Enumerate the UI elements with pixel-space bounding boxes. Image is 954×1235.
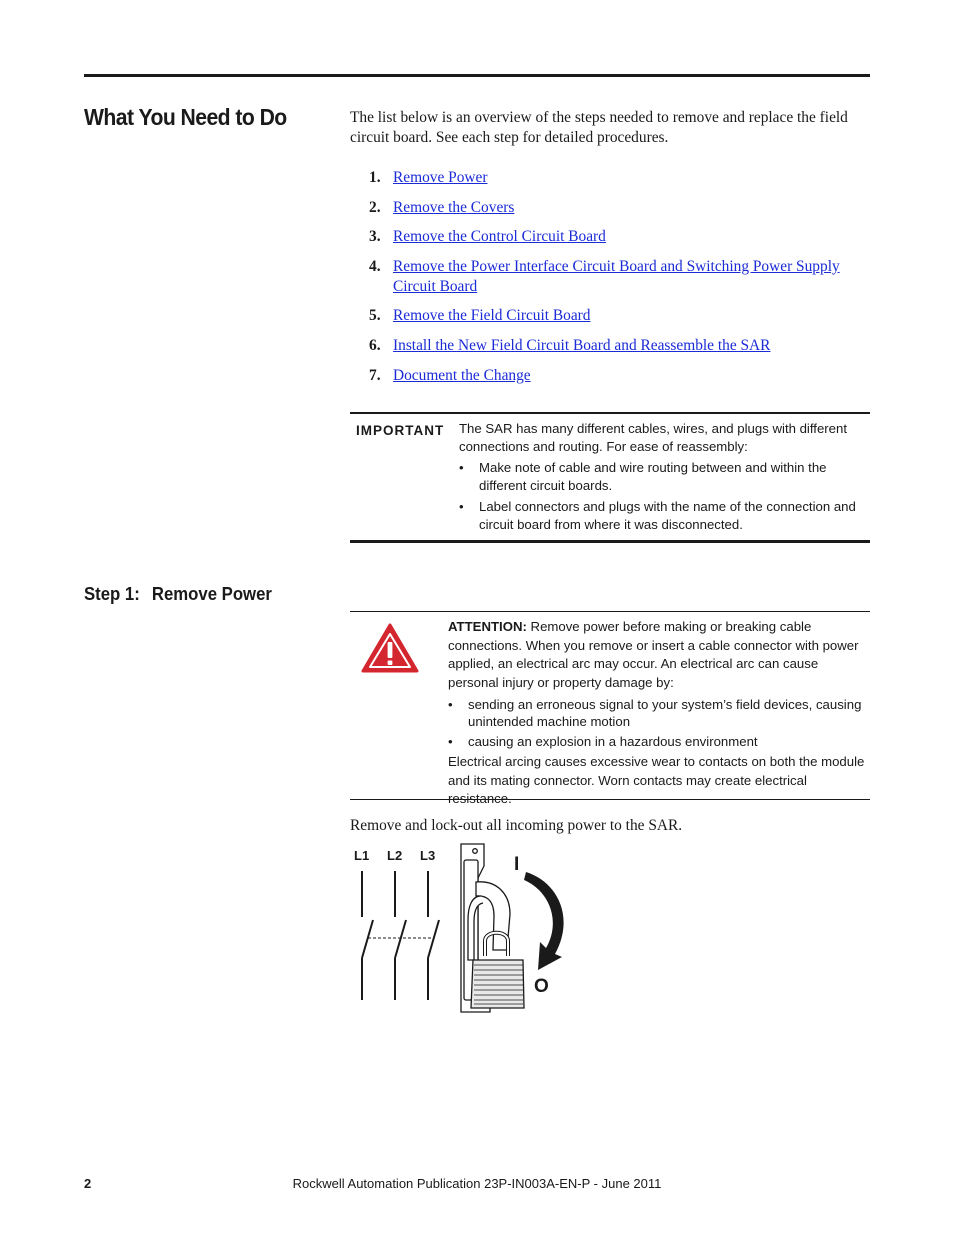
list-item — [350, 306, 870, 326]
list-item: • Make note of cable and wire routing between and within the different circuit boards. — [459, 459, 870, 494]
important-text: The SAR has many different cables, wires, and plugs with different connections and routing. For ease of reassembly: — [459, 421, 848, 454]
step-number: 1. — [369, 169, 381, 186]
important-tag: IMPORTANT — [356, 423, 445, 438]
switch-contacts — [362, 871, 439, 1000]
attention-box — [350, 611, 870, 806]
intro-paragraph: The list below is an overview of the steps needed to remove and replace the field circuit board. See each step for detailed procedures. — [350, 109, 848, 146]
list-item — [350, 198, 870, 218]
publication-info: Rockwell Automation Publication 23P-IN003A-EN-P - June 2011 — [292, 1176, 662, 1191]
step-link-remove-covers[interactable]: Remove the Covers — [393, 198, 515, 216]
figure-label-l3: L3 — [420, 848, 436, 863]
step-link-document-change[interactable]: Document the Change — [393, 366, 531, 384]
step-number: 2. — [369, 198, 381, 216]
attention-label: ATTENTION: — [448, 619, 527, 634]
step-number: 3. — [369, 228, 381, 246]
disconnect-switch-figure — [350, 838, 590, 1016]
off-position-label: O — [534, 976, 549, 997]
step1-heading — [84, 584, 272, 605]
step-link-remove-power-interface-board[interactable]: Remove the Power Interface Circuit Board and Switching Power Supply Circuit Board — [393, 257, 840, 295]
step-link-install-new-board[interactable]: Install the New Field Circuit Board and Reassemble the SAR — [393, 336, 771, 354]
step1-title: Remove Power — [151, 584, 272, 604]
list-item: • sending an erroneous signal to your system’s field devices, causing unintended machine motion — [448, 696, 868, 730]
attention-bullets — [448, 696, 868, 750]
step-number: 4. — [369, 257, 381, 275]
section-title: What You Need to Do — [84, 104, 287, 130]
attention-paragraph — [448, 618, 868, 692]
figure-caption: Remove and lock-out all incoming power to the SAR. — [350, 817, 683, 834]
list-item — [350, 168, 870, 188]
top-rule — [84, 74, 870, 77]
step-number: 6. — [369, 336, 381, 354]
list-item: • Label connectors and plugs with the name of the connection and circuit board from where it was disconnected. — [459, 498, 870, 533]
attention-footer: Electrical arcing causes excessive wear to contacts on both the module and its mating connector. Worn contacts may create electrical resistance. — [448, 754, 865, 806]
attention-body — [448, 618, 868, 809]
important-body — [459, 420, 870, 537]
step-number: 5. — [369, 307, 381, 325]
step1-number: Step 1: — [84, 584, 140, 604]
list-item — [350, 227, 870, 247]
list-item — [350, 257, 870, 297]
step-link-remove-field-board[interactable]: Remove the Field Circuit Board — [393, 307, 591, 325]
step-number: 7. — [369, 366, 381, 384]
page-number: 2 — [84, 1176, 92, 1191]
figure-label-l1: L1 — [354, 848, 370, 863]
figure-label-l2: L2 — [387, 848, 403, 863]
list-item — [350, 366, 870, 386]
attention-text: Remove power before making or breaking cable connections. When you remove or insert a cable connector with power applied, an electrical arc may occur. An electrical arc can cause personal injury or property damage by: — [448, 619, 859, 690]
steps-list — [350, 168, 870, 395]
step-link-remove-power[interactable]: Remove Power — [393, 169, 488, 186]
on-position-label: I — [514, 854, 520, 875]
list-item — [350, 336, 870, 356]
warning-triangle-icon — [360, 622, 420, 674]
rotation-arrow-icon — [524, 872, 564, 970]
important-box — [350, 412, 870, 543]
important-bullets — [459, 459, 870, 533]
list-item: • causing an explosion in a hazardous environment — [448, 733, 868, 750]
step-link-remove-control-board[interactable]: Remove the Control Circuit Board — [393, 228, 606, 246]
